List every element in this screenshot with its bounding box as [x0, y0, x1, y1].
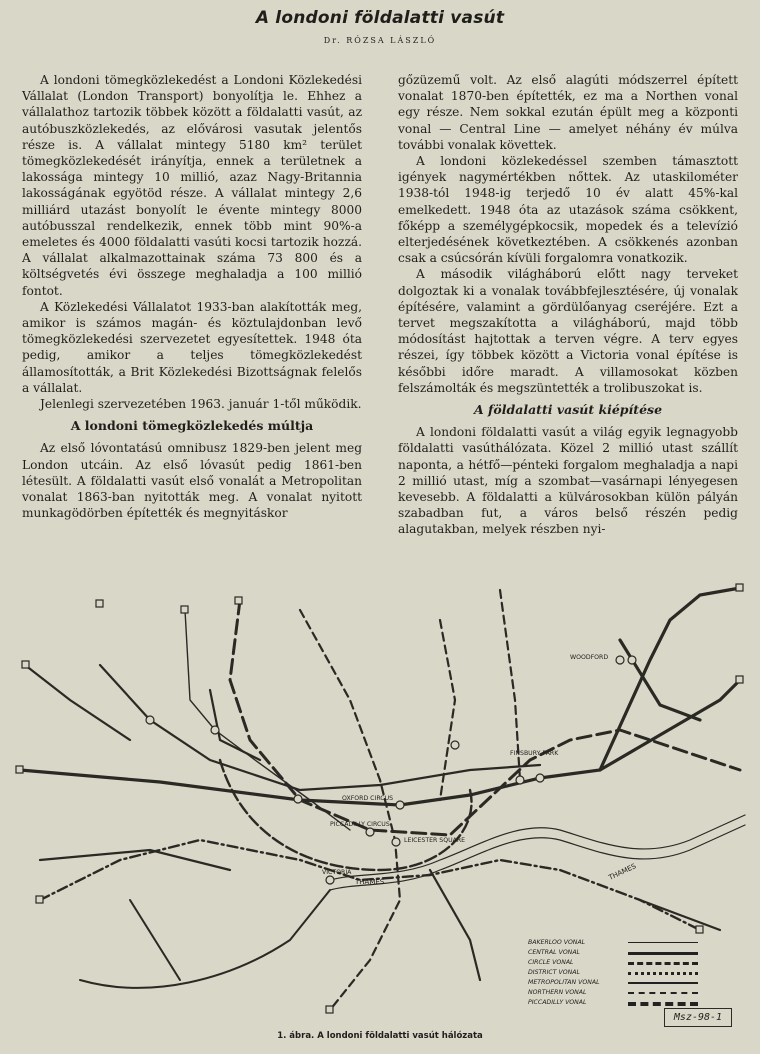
legend-label: BAKERLOO VONAL	[528, 939, 586, 946]
paragraph: Jelenlegi szervezetében 1963. január 1-től működik.	[40, 397, 362, 412]
legend-label: PICCADILLY VONAL	[528, 999, 587, 1006]
station-interchange	[294, 795, 302, 803]
legend-item	[528, 958, 698, 968]
northern-line	[300, 610, 400, 1010]
station-terminus	[326, 1006, 333, 1013]
station-interchange	[628, 656, 636, 664]
station-interchange	[616, 656, 624, 664]
map-label-thames: THAMES	[355, 878, 385, 886]
paragraph: A Közlekedési Vállalatot 1933-ban alakították meg, amikor is számos magán- és köztulajdonban levő tömegközlekedési szervezetet egyesítettek. 1948 óta pedig, amikor a teljes tömegközlekedést államosították, a Brit Közlekedési Bizottságnak felelős a vállalat.	[22, 299, 362, 395]
legend-swatch	[628, 952, 698, 955]
right-column	[398, 72, 738, 538]
station-terminus	[181, 606, 188, 613]
legend-label: NORTHERN VONAL	[528, 989, 587, 996]
legend-swatch	[628, 1002, 698, 1006]
map-label-victoria: VICTORIA	[322, 869, 352, 876]
left-column	[22, 72, 362, 521]
paragraph: Az első lóvontatású omnibusz 1829-ben jelent meg London utcáin. Az első lóvasút pedig 1861-ben létesült. A földalatti vasút első vonalát a Metropolitan vonalat 1863-ban nyitották meg. A vonalat nyitott munkagödörben építették és megnyitáskor	[22, 441, 362, 521]
station-terminus	[736, 584, 743, 591]
figure-stamp: Msz-98-1	[664, 1008, 732, 1027]
station-interchange	[392, 838, 400, 846]
paragraph: gőzüzemű volt. Az első alagúti módszerrel épített vonalat 1870-ben építették, ez ma a Northen vonal egy része. Nem sokkal ezután épült meg a központi vonal — Central Line — amelyet néhány év múlva további vonalak követtek.	[398, 73, 738, 152]
article-title: A londoni földalatti vasút	[255, 8, 505, 28]
station-interchange	[211, 726, 219, 734]
legend-swatch	[628, 962, 698, 965]
station-terminus	[696, 926, 703, 933]
legend-swatch	[628, 942, 698, 943]
metropolitan-line	[100, 665, 540, 790]
map-label-leicester-square: LEICESTER SQUARE	[404, 837, 466, 844]
legend-swatch	[628, 972, 698, 975]
station-terminus	[736, 676, 743, 683]
legend-item	[528, 948, 698, 958]
station-interchange	[326, 876, 334, 884]
legend-item	[528, 968, 698, 978]
map-label-woodford: WOODFORD	[570, 654, 609, 661]
station-terminus	[96, 600, 103, 607]
paragraph: A londoni földalatti vasút a világ egyik legnagyobb földalatti vasúthálózata. Közel 2 millió utast szállít naponta, a hétfő—pénteki forgalom meghaladja a napi 2 millió utast, míg a szombat—vasárnapi lényegesen kevesebb. A földalatti a külvárosokban külön pályán szabadban fut, a város belső részén pedig alagutakban, melyek részben nyi-	[398, 425, 738, 537]
station-interchange	[516, 776, 524, 784]
legend-item	[528, 938, 698, 948]
map-label-finsbury-park: FINSBURY PARK	[510, 750, 559, 757]
section-heading: A londoni tömegközlekedés múltja	[70, 418, 314, 434]
section-heading: A földalatti vasút kiépítése	[473, 402, 663, 418]
figure-caption: 1. ábra. A londoni földalatti vasút hálózata	[277, 1031, 483, 1041]
map-legend	[528, 938, 698, 1008]
article-author: Dr. RÓZSA LÁSZLÓ	[323, 36, 437, 45]
legend-label: CENTRAL VONAL	[528, 949, 580, 956]
station-interchange	[146, 716, 154, 724]
map-label-thames: THAMES	[607, 862, 638, 882]
station-interchange	[536, 774, 544, 782]
legend-swatch	[628, 992, 698, 994]
station-terminus	[16, 766, 23, 773]
legend-label: METROPOLITAN VONAL	[528, 979, 600, 986]
paragraph: A londoni tömegközlekedést a Londoni Közlekedési Vállalat (London Transport) bonyolítja le. Ehhez a vállalathoz tartozik többek között a földalatti vasút, az autóbuszközlekedés, az elővárosi vasutak jelentős része is. A vállalat mintegy 5180 km² terület tömegközlekedését irányítja, ennek a területnek a lakossága mintegy 10 millió, azaz Nagy-Britannia lakosságának egyötöd része. A vállalat mintegy 2,6 milliárd utazást bonyolít le évente mintegy 8000 autóbusszal rendelkezik, ennek több mint 90%-a emeletes és 4000 földalatti vasúti kocsi tartozik hozzá. A vállalat alkalmazottainak száma 73 800 és a költségvetés évi összege meghaladja a 100 millió fontot.	[22, 73, 362, 298]
station-interchange	[396, 801, 404, 809]
legend-item	[528, 998, 698, 1008]
legend-label: CIRCLE VONAL	[528, 959, 574, 966]
map-label-piccadilly-circus: PICCADILLY CIRCUS	[330, 821, 390, 828]
paragraph: A második világháború előtt nagy terveket dolgoztak ki a vonalak továbbfejlesztésére, új vonalak építésére, valamint a gördülőanyag cseréjére. Ezt a tervet megszakította a világháború, majd több módosítást hajtottak a terven végre. A terv egyes részei, így többek között a Victoria vonal építése is későbbi időre maradt. A villamosokat közben felszámolták és megszüntették a trolibuszokat is.	[398, 267, 738, 395]
legend-label: DISTRICT VONAL	[528, 969, 580, 976]
station-interchange	[451, 741, 459, 749]
station-terminus	[22, 661, 29, 668]
legend-item	[528, 988, 698, 998]
paragraph: A londoni közlekedéssel szemben támasztott igények nagymértékben nőttek. Az utaskilométer 1938-tól 1948-ig terjedő 10 év alatt 45%-kal emelkedett. 1948 óta az utazások száma csökkent, főképp a személygépkocsik, mopedek és a televízió elterjedésének következtében. A csökkenés azonban csak a csúcsórán kívüli forgalomra vonatkozik.	[398, 154, 738, 266]
map-label-oxford-circus: OXFORD CIRCUS	[342, 795, 394, 802]
station-terminus	[235, 597, 242, 604]
station-terminus	[36, 896, 43, 903]
station-interchange	[366, 828, 374, 836]
legend-item	[528, 978, 698, 988]
legend-swatch	[628, 982, 698, 984]
